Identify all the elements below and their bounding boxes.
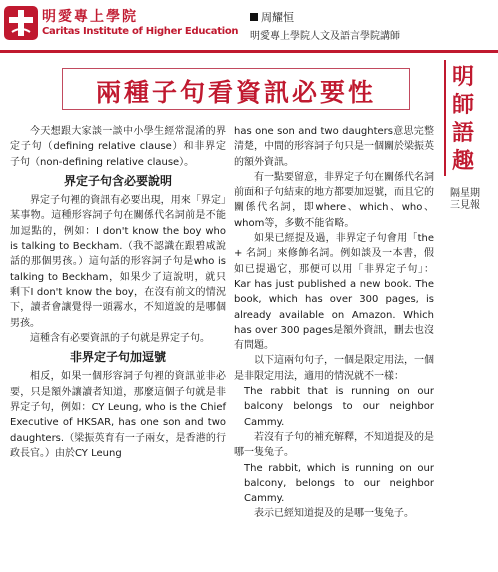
paragraph: 這種含有必要資訊的子句就是界定子句。 (30, 332, 210, 344)
page-header (0, 0, 498, 55)
square-bullet-icon (250, 13, 258, 21)
author-name (250, 9, 294, 25)
paragraph: 表示已經知道提及的是哪一隻兔子。 (254, 508, 414, 520)
article-title-box (62, 68, 410, 110)
example-sentence: The rabbit that is running on our balcony belongs to our neighbor Cammy. (244, 386, 434, 428)
paragraph: 若沒有子句的補充解釋，不知道提及的是哪一隻兔子。 (234, 431, 434, 459)
author-title: 明愛專上學院人文及語言學院講師 (250, 31, 400, 42)
example-sentence: The rabbit, which is running on our balcony, belongs to our neighbor Cammy. (244, 462, 434, 505)
column-title-char: 語 (452, 121, 475, 146)
article-column-2 (234, 124, 434, 522)
paragraph: 今天想跟大家談一談中小學生經常混淆的界定子句（defining relative clause）和非界定子句（non-defining relative clause）。 (10, 126, 226, 168)
header-divider (0, 50, 498, 53)
section-heading: 非界定子句加逗號 (69, 350, 166, 365)
institute-name-english: Caritas Institute of Higher Education (42, 26, 239, 37)
paragraph: 以下這兩句句子，一個是限定用法，一個是非限定用法，適用的情況就不一樣： (234, 355, 434, 382)
section-heading: 界定子句含必要說明 (63, 173, 172, 188)
column-title-char: 趣 (452, 149, 475, 174)
author-name-text: 周耀恒 (261, 11, 294, 24)
paragraph: 有一點要留意，非界定子句在關係代名詞前面和子句結束的地方都要加逗號，而且它的關係代名詞，即where、which、who、whom等，多數不能省略。 (234, 171, 434, 229)
article-title: 兩種子句看資訊必要性 (95, 78, 376, 107)
column-subtitle: 隔星期三見報 (450, 188, 480, 211)
column-title-char: 明 (452, 65, 475, 90)
column-title (444, 60, 486, 176)
article-column-1 (10, 124, 226, 461)
column-title-char: 師 (452, 93, 475, 118)
paragraph: 相反，如果一個形容詞子句裡的資訊並非必要，只是額外讓讀者知道，那麼這個子句就是非界定子句，例如：CY Leung, who is the Chief Executive of HKSAR, has one son and two daughters.（梁振英育有一子兩女，是香港的行政長官。）由於CY Leung (10, 371, 226, 459)
institute-name-chinese: 明愛專上學院 (42, 9, 138, 25)
paragraph: 界定子句裡的資訊有必要出現，用來「界定」某事物。這種形容詞子句在關係代名詞前是不能加逗點的，例如：I don't know the boy who is talking to Beckham.（我不認識在跟碧咸說話的那個男孩。）這句話的形容詞子句是who is talking to Beckham，如果少了這說明，就只剩下I don't know the boy，在沒有前文的情況下，讀者會讓覺得一頭霧水，不知道說的是哪個男孩。 (10, 195, 226, 329)
caritas-cross-logo (4, 6, 38, 40)
paragraph: 如果已經提及過，非界定子句會用「the + 名詞」來修飾名詞。例如談及一本書，假如已提過它，那便可以用「非界定子句」：Kar has just published a new book. The book, which has over 300 pages, is already available on Amazon. Which has over 300 pages是額外資訊，刪去也沒有問題。 (234, 233, 434, 352)
paragraph-continued: has one son and two daughters意思完整清楚，中間的形容詞子句只是一個關於梁振英的額外資訊。 (234, 126, 434, 168)
